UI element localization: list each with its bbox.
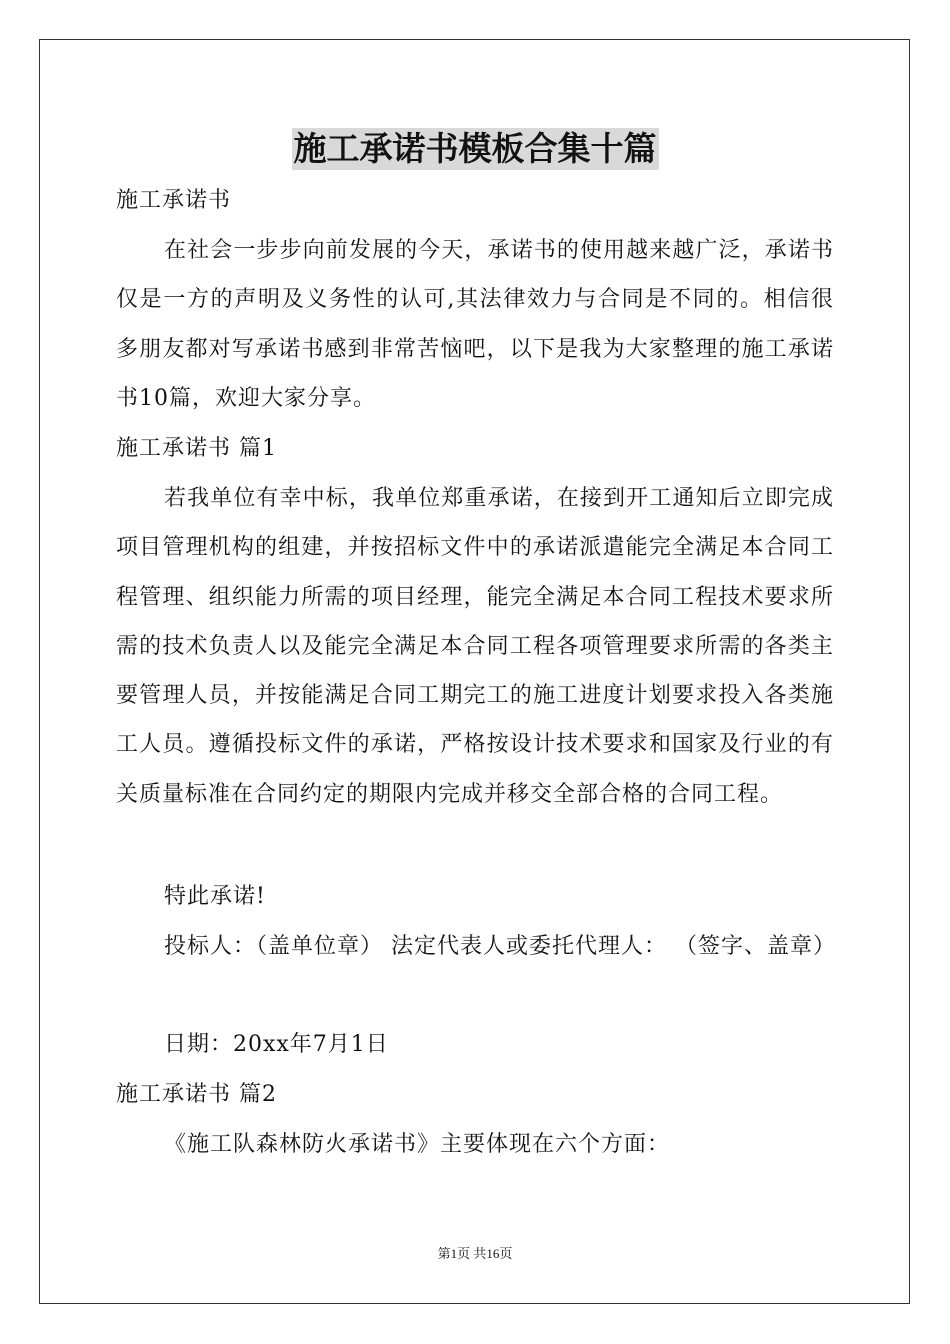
section1-closing: 特此承诺! [164, 884, 266, 909]
intro-paragraph: 在社会一步步向前发展的今天，承诺书的使用越来越广泛，承诺书仅是一方的声明及义务性的认可,其法律效力与合同是不同的。相信很多朋友都对写承诺书感到非常苦恼吧，以下是我为大家整理的施工承诺书10篇，欢迎大家分享。 [116, 238, 834, 411]
section1-paragraph: 若我单位有幸中标，我单位郑重承诺，在接到开工通知后立即完成项目管理机构的组建，并按招标文件中的承诺派遣能完全满足本合同工程管理、组织能力所需的项目经理，能完全满足本合同工程技术要求所需的技术负责人以及能完全满足本合同工程各项管理要求所需的各类主要管理人员，并按能满足合同工期完工的施工进度计划要求投入各类施工人员。遵循投标文件的承诺，严格按设计技术要求和国家及行业的有关质量标准在合同约定的期限内完成并移交全部合格的合同工程。 [116, 486, 834, 807]
section2-heading: 施工承诺书 篇2 [116, 1082, 277, 1107]
section1-signature: 投标人：（盖单位章） 法定代表人或委托代理人： （签字、盖章） [164, 934, 836, 959]
section1-heading: 施工承诺书 篇1 [116, 436, 277, 461]
page-footer: 第1页 共16页 [437, 1246, 513, 1261]
title-container [116, 128, 834, 170]
section1-date: 日期：20xx年7月1日 [164, 1032, 389, 1057]
section2-paragraph: 《施工队森林防火承诺书》主要体现在六个方面： [164, 1132, 671, 1157]
document-title: 施工承诺书模板合集十篇 [293, 129, 657, 168]
intro-heading: 施工承诺书 [116, 188, 232, 213]
